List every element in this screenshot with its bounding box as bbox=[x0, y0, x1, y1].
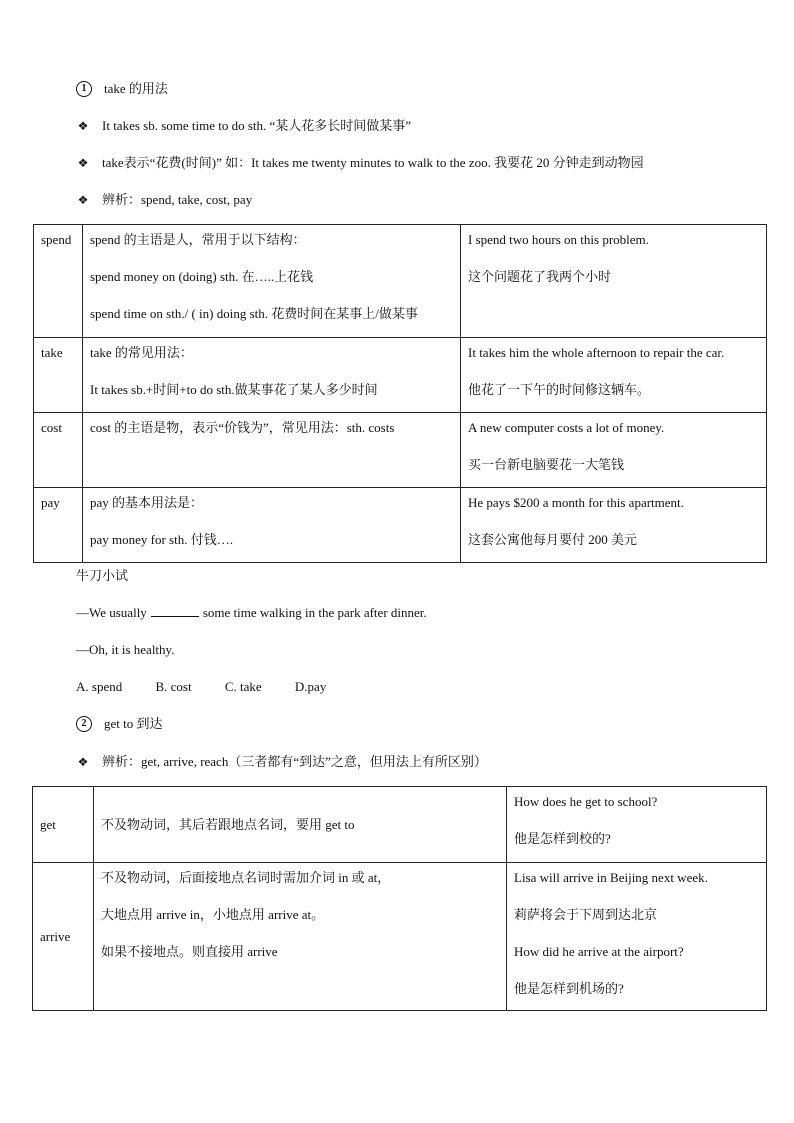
answer-blank bbox=[151, 604, 199, 617]
example-cell: He pays $200 a month for this apartment. 这套公寓他每月要付 200 美元 bbox=[461, 488, 767, 563]
usage-cell: 不及物动词，其后若跟地点名词，要用 get to bbox=[94, 787, 507, 863]
bullet-item bbox=[76, 191, 252, 209]
diamond-bullet-icon: ❖ bbox=[77, 193, 89, 207]
table-row bbox=[33, 787, 767, 863]
word-cell: cost bbox=[34, 413, 83, 488]
bullet-text: 辨析：spend, take, cost, pay bbox=[102, 192, 253, 207]
bullet-item bbox=[76, 753, 487, 771]
option-a: A. spend bbox=[76, 679, 123, 694]
option-d: D.pay bbox=[294, 679, 327, 694]
word-cell: pay bbox=[34, 488, 83, 563]
quiz-options bbox=[76, 678, 356, 696]
usage-cell: take 的常见用法： It takes sb.+时间+to do sth.做某事花了某人多少时间 bbox=[83, 338, 461, 413]
example-cell: A new computer costs a lot of money. 买一台新电脑要花一大笔钱 bbox=[461, 413, 767, 488]
circled-number-icon: 2 bbox=[76, 716, 92, 732]
word-cell: spend bbox=[34, 225, 83, 338]
diamond-bullet-icon: ❖ bbox=[77, 755, 89, 769]
get-arrive-reach-table bbox=[32, 786, 767, 1011]
option-b: B. cost bbox=[155, 679, 192, 694]
word-cell: get bbox=[33, 787, 94, 863]
table-row bbox=[34, 225, 767, 338]
table-row bbox=[33, 863, 767, 1011]
word-cell: take bbox=[34, 338, 83, 413]
option-c: C. take bbox=[224, 679, 262, 694]
word-cell: arrive bbox=[33, 863, 94, 1011]
section-2-title: get to 到达 bbox=[104, 716, 163, 731]
section-2-heading bbox=[76, 715, 163, 733]
usage-cell: spend 的主语是人，常用于以下结构： spend money on (doing) sth. 在…..上花钱 spend time on sth./ ( in) doing sth. 花费时间在某事上/做某事 bbox=[83, 225, 461, 338]
quiz-question: —We usually some time walking in the park after dinner. bbox=[76, 605, 427, 620]
diamond-bullet-icon: ❖ bbox=[77, 156, 89, 170]
quiz-answer-line: —Oh, it is healthy. bbox=[76, 642, 175, 657]
table-row bbox=[34, 338, 767, 413]
bullet-text: 辨析：get, arrive, reach（三者都有“到达”之意，但用法上有所区别） bbox=[102, 754, 487, 769]
bullet-item bbox=[76, 154, 644, 172]
bullet-text: It takes sb. some time to do sth. “某人花多长时间做某事” bbox=[102, 118, 412, 133]
example-cell: I spend two hours on this problem. 这个问题花了我两个小时 bbox=[461, 225, 767, 338]
spend-take-cost-pay-table bbox=[33, 224, 767, 563]
section-1-title: take 的用法 bbox=[104, 81, 168, 96]
table-row bbox=[34, 488, 767, 563]
usage-cell: 不及物动词，后面接地点名词时需加介词 in 或 at， 大地点用 arrive in，小地点用 arrive at。 如果不接地点。则直接用 arrive bbox=[94, 863, 507, 1011]
bullet-item bbox=[76, 117, 411, 135]
usage-cell: cost 的主语是物，表示“价钱为”，常见用法：sth. costs bbox=[83, 413, 461, 488]
quiz-title: 牛刀小试 bbox=[76, 568, 129, 583]
circled-number-icon: 1 bbox=[76, 81, 92, 97]
example-cell: It takes him the whole afternoon to repair the car. 他花了一下午的时间修这辆车。 bbox=[461, 338, 767, 413]
example-cell: How does he get to school? 他是怎样到校的? bbox=[507, 787, 767, 863]
bullet-text: take表示“花费(时间)” 如：It takes me twenty minutes to walk to the zoo. 我要花 20 分钟走到动物园 bbox=[102, 155, 644, 170]
section-1-heading bbox=[76, 80, 168, 98]
usage-cell: pay 的基本用法是： pay money for sth. 付钱…. bbox=[83, 488, 461, 563]
example-cell: Lisa will arrive in Beijing next week. 莉萨将会于下周到达北京 How did he arrive at the airport? 他是怎样到机场的? bbox=[507, 863, 767, 1011]
table-row bbox=[34, 413, 767, 488]
diamond-bullet-icon: ❖ bbox=[77, 119, 89, 133]
